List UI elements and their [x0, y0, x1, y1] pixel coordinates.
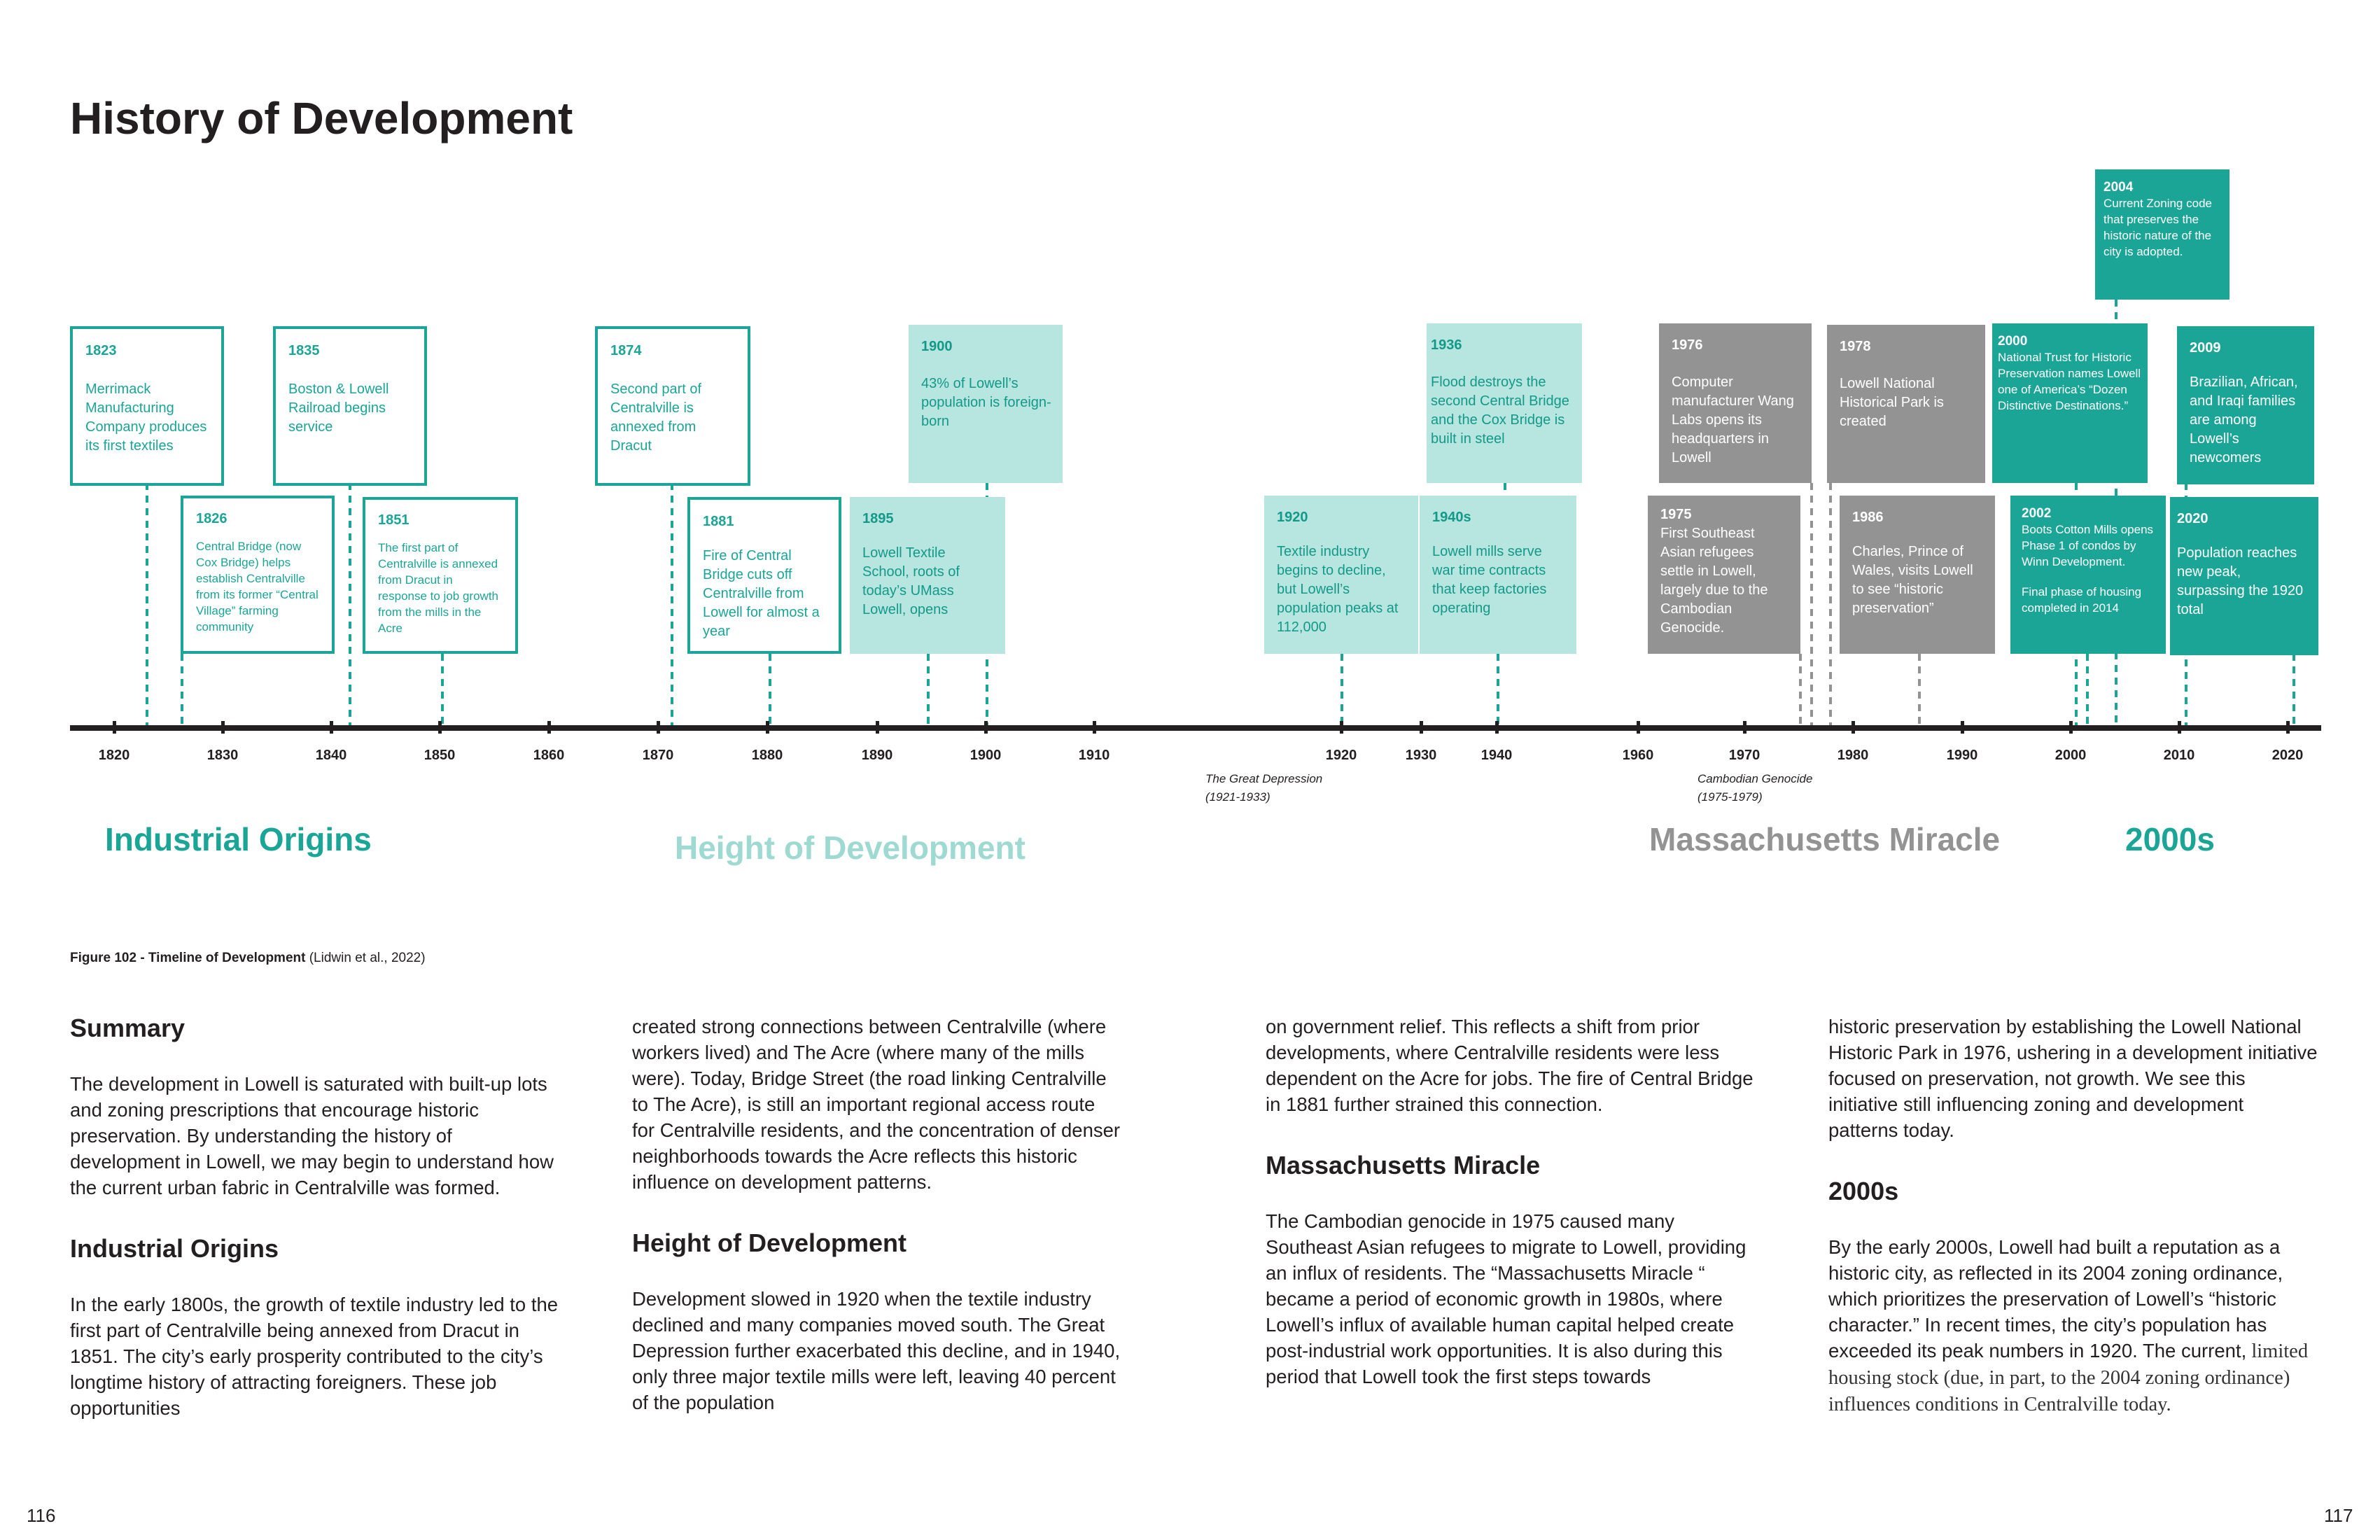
event-card-1900	[909, 325, 1063, 483]
event-text-secondary: Final phase of housing completed in 2014	[2022, 585, 2142, 615]
axis-label-1960: 1960	[1622, 748, 1654, 763]
axis-label-1830: 1830	[206, 748, 239, 763]
event-card-2000	[1992, 323, 2148, 483]
event-text: First Southeast Asian refugees settle in Lowell, largely due to the Cambodian Genocide.	[1660, 526, 1768, 636]
event-text: Lowell National Historical Park is created	[1840, 376, 1944, 429]
note-label: The Great Depression	[1205, 772, 1323, 785]
axis-tick-1970	[1743, 721, 1746, 734]
note-range: (1975-1979)	[1698, 790, 1763, 804]
era-massachusetts-miracle: Massachusetts Miracle	[1649, 821, 2001, 858]
axis-tick-1980	[1851, 721, 1855, 734]
paragraph-continued: created strong connections between Centralville (where workers lived) and The Acre (where many of the mills were). Today, Bridge Street (the road linking Centralville to The Acre), is still an important regional access route for Centralville residents, and the concentration of denser neighborhoods towards the Acre reflects this historic influence on development patterns.	[632, 1016, 1121, 1193]
event-year: 1874	[610, 343, 642, 358]
event-text: Charles, Prince of Wales, visits Lowell to see “historic preservation”	[1852, 544, 1973, 616]
event-card-1976	[1659, 323, 1812, 483]
event-card-1874	[595, 326, 750, 486]
axis-tick-2010	[2178, 721, 2181, 734]
event-card-1835	[273, 326, 427, 486]
event-card-2004	[2095, 169, 2230, 300]
event-text: Boston & Lowell Railroad begins service	[288, 382, 389, 435]
event-year: 1895	[862, 511, 894, 526]
event-text: Fire of Central Bridge cuts off Centralville from Lowell for almost a year	[703, 548, 820, 639]
event-text: Lowell mills serve war time contracts that keep factories operating	[1432, 544, 1547, 616]
event-text: Brazilian, African, and Iraqi families are among Lowell’s newcomers	[2190, 374, 2298, 465]
axis-tick-1880	[766, 721, 769, 734]
event-text: Population reaches new peak, surpassing the 1920 total	[2177, 545, 2304, 617]
event-text: Central Bridge (now Cox Bridge) helps establish Centralville from its former “Central Village” farming community	[196, 540, 318, 634]
axis-label-2010: 2010	[2163, 748, 2195, 763]
event-card-1920	[1264, 496, 1418, 654]
heading-industrial-origins: Industrial Origins	[70, 1234, 279, 1263]
axis-tick-2000	[2069, 721, 2073, 734]
event-year: 1900	[921, 339, 953, 354]
heading-summary: Summary	[70, 1014, 186, 1042]
event-card-1986	[1840, 496, 1995, 654]
event-year: 1936	[1431, 337, 1462, 353]
event-text: Second part of Centralville is annexed from Dracut	[610, 382, 702, 454]
note-range: (1921-1933)	[1205, 790, 1270, 804]
axis-tick-1860	[547, 721, 551, 734]
axis-tick-1910	[1093, 721, 1096, 734]
event-card-1851	[363, 497, 518, 654]
event-text: Current Zoning code that preserves the historic nature of the city is adopted.	[2104, 197, 2212, 258]
era-2000s: 2000s	[2125, 821, 2215, 858]
text-column-1	[70, 1014, 560, 1455]
page-number-right: 117	[2324, 1505, 2353, 1526]
axis-label-1880: 1880	[751, 748, 783, 763]
paragraph-continued: on government relief. This reflects a shift from prior developments, where Centralville residents were less dependent on the Acre for jobs. The fire of Central Bridge in 1881 further strained this connection.	[1266, 1016, 1754, 1115]
event-text: Lowell Textile School, roots of today’s UMass Lowell, opens	[862, 545, 960, 617]
figure-caption	[70, 951, 426, 966]
paragraph-summary: The development in Lowell is saturated with built-up lots and zoning prescriptions that encourage historic preservation. By understanding the history of development in Lowell, we may begin to understand how the current urban fabric in Centralville was formed.	[70, 1073, 554, 1198]
axis-label-2000: 2000	[2054, 748, 2087, 763]
note-cambodian-genocide	[1698, 770, 1812, 806]
axis-label-1850: 1850	[424, 748, 456, 763]
paragraph-continued: historic preservation by establishing the Lowell National Historic Park in 1976, ushering in a development initiative focused on preservation, not growth. We see this initiative still influencing zoning and development patterns today.	[1828, 1016, 2318, 1141]
page-title: History of Development	[70, 93, 573, 144]
era-industrial-origins: Industrial Origins	[105, 821, 372, 858]
event-year: 1940s	[1432, 510, 1471, 525]
heading-massachusetts-miracle: Massachusetts Miracle	[1266, 1151, 1541, 1180]
paragraph-massachusetts-miracle: The Cambodian genocide in 1975 caused many Southeast Asian refugees to migrate to Lowell, providing an influx of residents. The “Massachusetts Miracle “ became a period of economic growth in 1980s, where Lowell’s influx of available human capital helped create post-industrial work opportunities. It is also during this period that Lowell took the first steps towards	[1266, 1210, 1746, 1387]
event-text: Flood destroys the second Central Bridge and the Cox Bridge is built in steel	[1431, 374, 1569, 447]
event-text: Boots Cotton Mills opens Phase 1 of condos by Winn Development.	[2022, 523, 2154, 568]
axis-label-1940: 1940	[1480, 748, 1513, 763]
paragraph-industrial-origins: In the early 1800s, the growth of textile industry led to the first part of Centralville being annexed from Dracut in 1851. The city’s early prosperity contributed to the city’s longtime history of attracting foreigners. These job opportunities	[70, 1294, 559, 1419]
event-text: 43% of Lowell’s population is foreign-born	[921, 376, 1051, 429]
axis-label-1910: 1910	[1078, 748, 1110, 763]
event-year: 1975	[1660, 507, 1692, 522]
paragraph-2000s-sans: By the early 2000s, Lowell had built a reputation as a historic city, as reflected in its 2004 zoning ordinance, which prioritizes the preservation of Lowell’s “historic character.” In recent times, the city’s population has exceeded its peak numbers in 1920. The current,	[1828, 1236, 2283, 1362]
event-year: 1835	[288, 343, 320, 358]
event-card-1936	[1427, 323, 1582, 483]
event-text: Textile industry begins to decline, but Lowell’s population peaks at 112,000	[1277, 544, 1399, 635]
event-text: Computer manufacturer Wang Labs opens its headquarters in Lowell	[1672, 374, 1794, 465]
event-year: 1823	[85, 343, 117, 358]
axis-label-1870: 1870	[642, 748, 674, 763]
axis-label-1920: 1920	[1325, 748, 1357, 763]
caption-source: (Lidwin et al., 2022)	[309, 951, 426, 965]
event-text: National Trust for Historic Preservation names Lowell one of America’s “Dozen Distinctive Destinations.”	[1998, 351, 2141, 412]
axis-label-1990: 1990	[1946, 748, 1978, 763]
heading-height-of-development: Height of Development	[632, 1228, 907, 1257]
event-card-2020	[2170, 497, 2318, 655]
event-card-1826	[181, 496, 335, 654]
event-card-2002	[2010, 496, 2166, 654]
axis-tick-1940	[1495, 721, 1499, 734]
caption-label: Figure 102 - Timeline of Development	[70, 951, 306, 965]
paragraph-2000s-serif: limited housing stock (due, in part, to the 2004 zoning ordinance) influences conditions in Centralville today.	[1828, 1340, 2309, 1415]
event-card-1823	[70, 326, 224, 486]
heading-2000s: 2000s	[1828, 1177, 1899, 1205]
event-year: 1826	[196, 511, 227, 526]
axis-label-1980: 1980	[1837, 748, 1869, 763]
axis-tick-1990	[1961, 721, 1964, 734]
axis-tick-1900	[984, 721, 988, 734]
text-column-3	[1266, 1014, 1756, 1423]
event-card-2009	[2177, 326, 2314, 484]
axis-label-1860: 1860	[533, 748, 565, 763]
paragraph-height-of-development: Development slowed in 1920 when the textile industry declined and many companies moved south. The Great Depression further exacerbated this decline, and in 1940, only three major textile mills were left, leaving 40 percent of the population	[632, 1288, 1121, 1413]
axis-tick-1920	[1340, 721, 1343, 734]
event-text: Merrimack Manufacturing Company produces its first textiles	[85, 382, 207, 454]
axis-label-1890: 1890	[861, 748, 893, 763]
note-great-depression	[1205, 770, 1322, 806]
event-year: 2009	[2190, 340, 2221, 356]
event-year: 1986	[1852, 510, 1884, 525]
page-number-left: 116	[27, 1505, 56, 1526]
axis-label-1900: 1900	[969, 748, 1002, 763]
event-year: 2000	[1998, 334, 2028, 349]
axis-tick-1840	[330, 721, 333, 734]
axis-tick-2020	[2286, 721, 2290, 734]
axis-label-1970: 1970	[1728, 748, 1760, 763]
axis-tick-1850	[438, 721, 442, 734]
axis-tick-1890	[876, 721, 879, 734]
event-year: 2004	[2104, 180, 2134, 195]
axis-tick-1820	[113, 721, 116, 734]
event-card-1881	[687, 497, 841, 654]
axis-label-1930: 1930	[1405, 748, 1437, 763]
era-height-of-development: Height of Development	[675, 830, 1026, 866]
event-year: 2020	[2177, 511, 2208, 526]
axis-tick-1930	[1420, 721, 1423, 734]
axis-tick-1830	[221, 721, 225, 734]
axis-label-1820: 1820	[98, 748, 130, 763]
text-column-2	[632, 1014, 1122, 1449]
event-card-1975	[1648, 496, 1800, 654]
event-card-1978	[1827, 325, 1985, 483]
text-column-4	[1828, 1014, 2318, 1451]
axis-label-1840: 1840	[315, 748, 347, 763]
paragraph-2000s	[1828, 1234, 2318, 1418]
event-year: 1881	[703, 514, 734, 529]
note-label: Cambodian Genocide	[1698, 772, 1813, 785]
event-year: 1851	[378, 512, 410, 528]
event-year: 1920	[1277, 510, 1308, 525]
timeline-axis	[70, 725, 2321, 731]
event-year: 1978	[1840, 339, 1871, 354]
event-year: 1976	[1672, 337, 1703, 353]
axis-label-2020: 2020	[2272, 748, 2304, 763]
event-card-1895	[850, 497, 1005, 654]
axis-tick-1870	[657, 721, 660, 734]
event-card-1940s	[1420, 496, 1576, 654]
axis-tick-1960	[1637, 721, 1640, 734]
event-year: 2002	[2022, 506, 2052, 521]
event-text: The first part of Centralville is annexed from Dracut in response to job growth from the mills in the Acre	[378, 541, 498, 635]
